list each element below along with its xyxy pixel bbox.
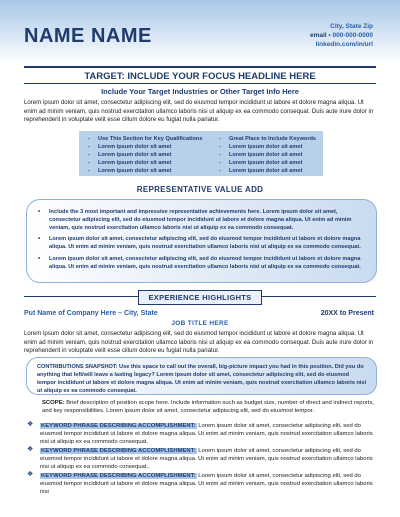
contact-phone: 000-000-0000 — [332, 32, 373, 39]
target-headline: TARGET: INCLUDE YOUR FOCUS HEADLINE HERE — [84, 71, 316, 82]
headline-divider — [24, 83, 376, 84]
qualifications-left-column — [88, 135, 202, 175]
qual-item: - Lorem ipsum dolor sit amet — [88, 160, 172, 167]
qual-item: - Lorem ipsum dolor sit amet — [219, 168, 303, 175]
job-description: Lorem ipsum dolor sit amet, consectetur adipiscing elit, sed do eiusmod tempor incididunt ut labore et dolore magna aliqua. Ut enim ad minim veniam, quis nostrud exercitation ullamco laboris nisi ut aliquip ex ea commodo consequat. Duis aute irure dolor in reprehenderit in voluptate velit esse cillum dolore eu fugiat nulla pariatur. — [24, 330, 374, 355]
accomplishment-keyword: KEYWORD PHRASE DESCRIBING ACCOMPLISHMENT: — [41, 473, 196, 479]
company-name: Put Name of Company Here – City, State — [24, 310, 158, 317]
accomplishment-text: Lorem ipsum dolor sit amet, consectetur adipiscing elit, sed do eiusmod tempor incididunt ut labore et dolore magna aliqua. Ut enim ad minim veniam, quis nostrud exercitation ullamco laboris nisi ut aliquip ex ea commodo consequat.. — [40, 448, 373, 471]
qual-item: - Lorem ipsum dolor sit amet — [88, 152, 172, 159]
accomplishment-item — [27, 471, 376, 497]
contact-city: City, State Zip — [330, 23, 373, 30]
accomplishment-item — [27, 421, 376, 447]
email-label: email — [309, 32, 327, 39]
qual-item: - Lorem ipsum dolor sit amet — [219, 160, 303, 167]
bullet-icon: • — [38, 236, 41, 242]
accomplishment-keyword: KEYWORD PHRASE DESCRIBING ACCOMPLISHMENT: — [41, 448, 196, 454]
candidate-name: NAME NAME — [24, 25, 152, 47]
diamond-bullet-icon: ❖ — [27, 471, 34, 478]
qual-item: - Lorem ipsum dolor sit amet — [219, 152, 303, 159]
qual-item: - Lorem ipsum dolor sit amet — [219, 144, 303, 151]
bullet-icon: • — [38, 209, 41, 215]
value-add-item: • Include the 3 most important and impressive representative achievements here. Lorem ipsum dolor sit amet, consectetur adipiscing elit, sed do eiusmod tempor incididunt ut labore et dolore magna aliqua. Ut enim ad minim veniam, quis nostrud exercitation ullamco laboris nisi ut aliquip ex ea commodo consequat. — [38, 209, 352, 231]
value-add-item: • Lorem ipsum dolor sit amet, consectetur adipiscing elit, sed do eiusmod tempor incididunt ut labore et dolore magna aliqua. Ut enim ad minim veniam, quis nostrud exercitation ullamco laboris nisi ut aliquip ex ea commodo consequat. — [38, 256, 361, 270]
scope-paragraph — [42, 399, 375, 415]
value-add-box — [26, 199, 377, 283]
summary-paragraph: Lorem ipsum dolor sit amet, consectetur adipiscing elit, sed do eiusmod tempor incididunt ut labore et dolore magna aliqua. Ut enim ad minim veniam, quis nostrud exercitation ullamco laboris nisi ut aliquip ex ea commodo consequat. Duis aute irure dolor in reprehenderit in voluptate velit esse cillum dolore eu fugiat nulla pariatur. — [24, 99, 374, 124]
job-title: JOB TITLE HERE — [171, 320, 229, 327]
bullet-separator-icon: • — [328, 32, 333, 39]
diamond-bullet-icon: ❖ — [27, 421, 34, 428]
diamond-bullet-icon: ❖ — [27, 446, 34, 453]
qual-item: - Use This Section for Key Qualifications — [88, 136, 203, 142]
accomplishment-keyword: KEYWORD PHRASE DESCRIBING ACCOMPLISHMENT: — [41, 423, 196, 429]
bullet-icon: • — [38, 256, 41, 262]
experience-title: EXPERIENCE HIGHLIGHTS — [138, 290, 262, 305]
employment-dates: 20XX to Present — [320, 310, 374, 317]
contributions-snapshot-box — [26, 357, 377, 395]
scope-text: Brief description of position scope here. Include information such as budget size, number of direct and indirect reports, and key responsibilities. Lorem ipsum dolor sit amet, consectetur adipiscing elit, sed do eiusmod tempor. — [42, 400, 375, 415]
qual-item: - Great Place to Include Keywords — [219, 136, 317, 142]
scope-label: SCOPE: — [42, 400, 65, 406]
header-divider — [24, 66, 376, 68]
contact-linkedin: linkedin.com/in/url — [315, 41, 373, 48]
qual-item: - Lorem ipsum dolor sit amet — [88, 168, 172, 175]
contributions-snapshot-text: CONTRIBUTIONS SNAPSHOT: Use this space to call out the overall, big-picture impact you had in this position. Did you do anything that left/will leave a lasting legacy? Lorem ipsum dolor sit amet, consectetur adipiscing elit, sed do eiusmod tempor incididunt ut labore et dolore magna aliqua. Ut enim ad minim veniam, quis nostrud exercitation ullamco laboris nisi ut aliquip ex ea commodo consequat. — [37, 364, 367, 394]
accomplishment-text: Lorem ipsum dolor sit amet, consectetur adipiscing elit, sed do eiusmod tempor incididunt ut labore et dolore magna aliqua. Ut enim ad minim veniam, quis nostrud exercitation ullamco laboris nisi — [40, 473, 373, 496]
value-add-title: REPRESENTATIVE VALUE ADD — [136, 185, 264, 194]
qual-item: - Lorem ipsum dolor sit amet — [88, 144, 172, 151]
qualifications-right-column — [219, 135, 316, 175]
target-subheadline: Include Your Target Industries or Other Target Info Here — [101, 87, 299, 96]
accomplishment-text: Lorem ipsum dolor sit amet, consectetur adipiscing elit, sed do eiusmod tempor incididunt ut labore et dolore magna aliqua. Ut enim ad minim veniam, quis nostrud exercitation ullamco laboris nisi ut aliquip ex ea commodo consequat. — [40, 423, 373, 446]
contact-email-phone — [310, 31, 373, 40]
accomplishment-item — [27, 446, 376, 472]
resume-header — [0, 0, 400, 64]
value-add-item: • Lorem ipsum dolor sit amet, consectetur adipiscing elit, sed do eiusmod tempor incididunt ut labore et dolore magna aliqua. Ut enim ad minim veniam, quis nostrud exercitation ullamco laboris nisi ut aliquip ex ea commodo consequat. — [38, 236, 361, 250]
contact-block — [310, 22, 373, 49]
qualifications-box — [79, 131, 323, 176]
